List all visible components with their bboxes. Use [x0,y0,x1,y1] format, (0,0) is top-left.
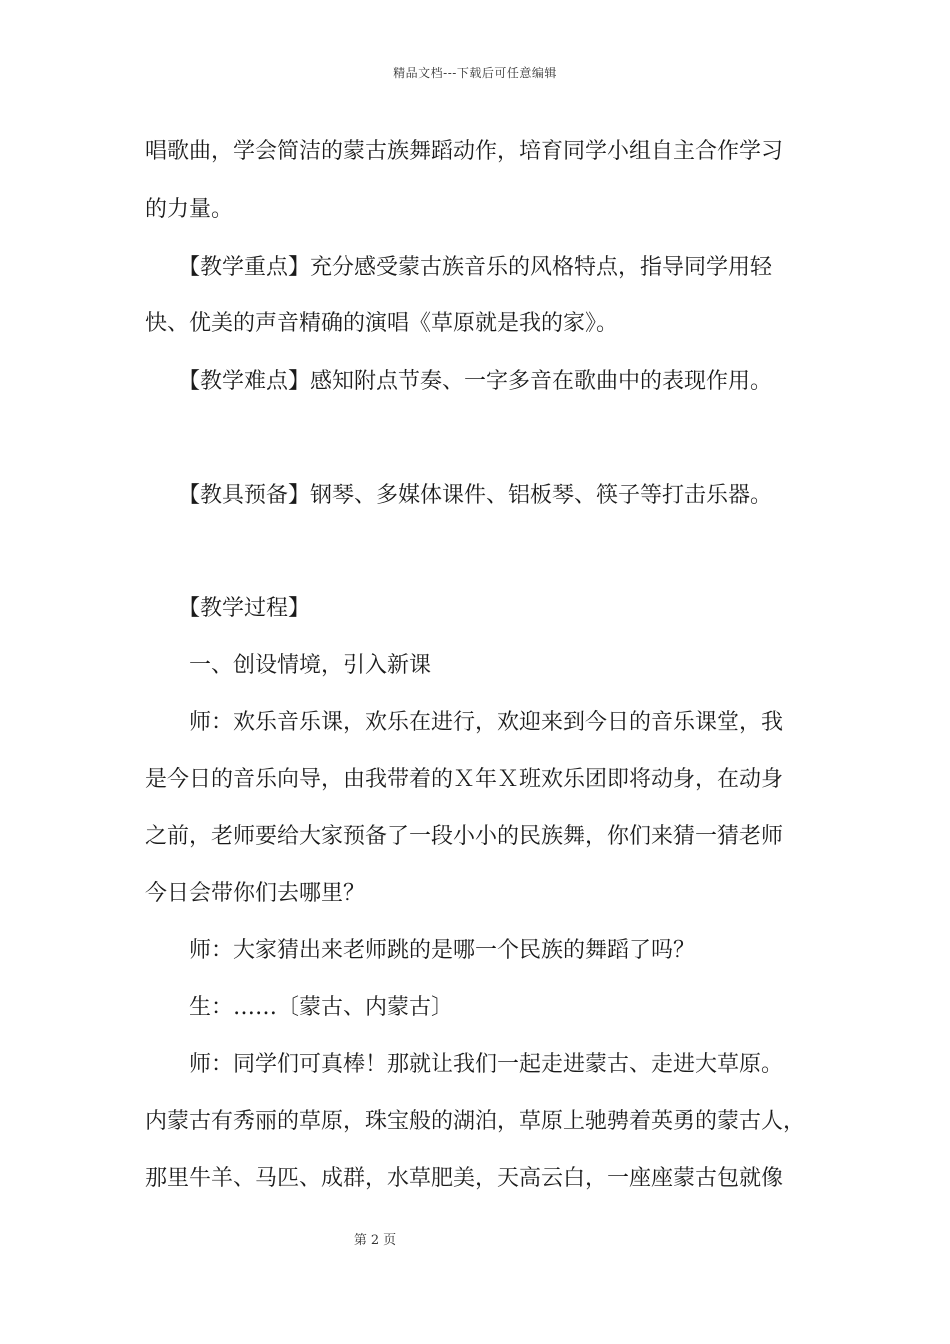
paragraph-line: 快、优美的声音精确的演唱《草原就是我的家》。 [145,311,619,336]
page-footer [0,1229,750,1248]
page-number-prefix: 第 [353,1233,367,1248]
paragraph-line: 【教学难点】感知附点节奏、一字多音在歌曲中的表现作用。 [145,369,773,394]
paragraph-line: 的力量。 [145,197,234,222]
paragraph-line: 内蒙古有秀丽的草原，珠宝般的湖泊，草原上驰骋着英勇的蒙古人， [145,1109,806,1134]
paragraph-line: 【教学重点】充分感受蒙古族音乐的风格特点，指导同学用轻 [145,255,773,280]
paragraph-line: 师：同学们可真棒！那就让我们一起走进蒙古、走进大草原。 [145,1052,784,1077]
page-header: 精品文档---下载后可任意编辑 [393,66,557,80]
paragraph-line: 之前，老师要给大家预备了一段小小的民族舞，你们来猜一猜老师 [145,824,784,849]
paragraph-line: 师：大家猜出来老师跳的是哪一个民族的舞蹈了吗？ [145,938,696,963]
subsection-heading: 一、创设情境，引入新课 [145,653,432,678]
paragraph-line: 是今日的音乐向导，由我带着的Ｘ年Ｘ班欢乐团即将动身，在动身 [145,767,784,792]
section-heading: 【教学过程】 [145,596,311,621]
paragraph-line: 唱歌曲，学会简洁的蒙古族舞蹈动作，培育同学小组自主合作学习 [145,139,784,164]
paragraph-line: 师：欢乐音乐课，欢乐在进行，欢迎来到今日的音乐课堂，我 [145,710,784,735]
paragraph-line: 那里牛羊、马匹、成群，水草肥美，天高云白，一座座蒙古包就像 [145,1166,784,1191]
page-number-suffix: 页 [383,1233,397,1248]
paragraph-line: 【教具预备】钢琴、多媒体课件、铝板琴、筷子等打击乐器。 [145,483,773,508]
page-number: 2 [370,1233,380,1248]
paragraph-line: 今日会带你们去哪里？ [145,881,366,906]
paragraph-line: 生：……〔蒙古、内蒙古〕 [145,995,454,1020]
